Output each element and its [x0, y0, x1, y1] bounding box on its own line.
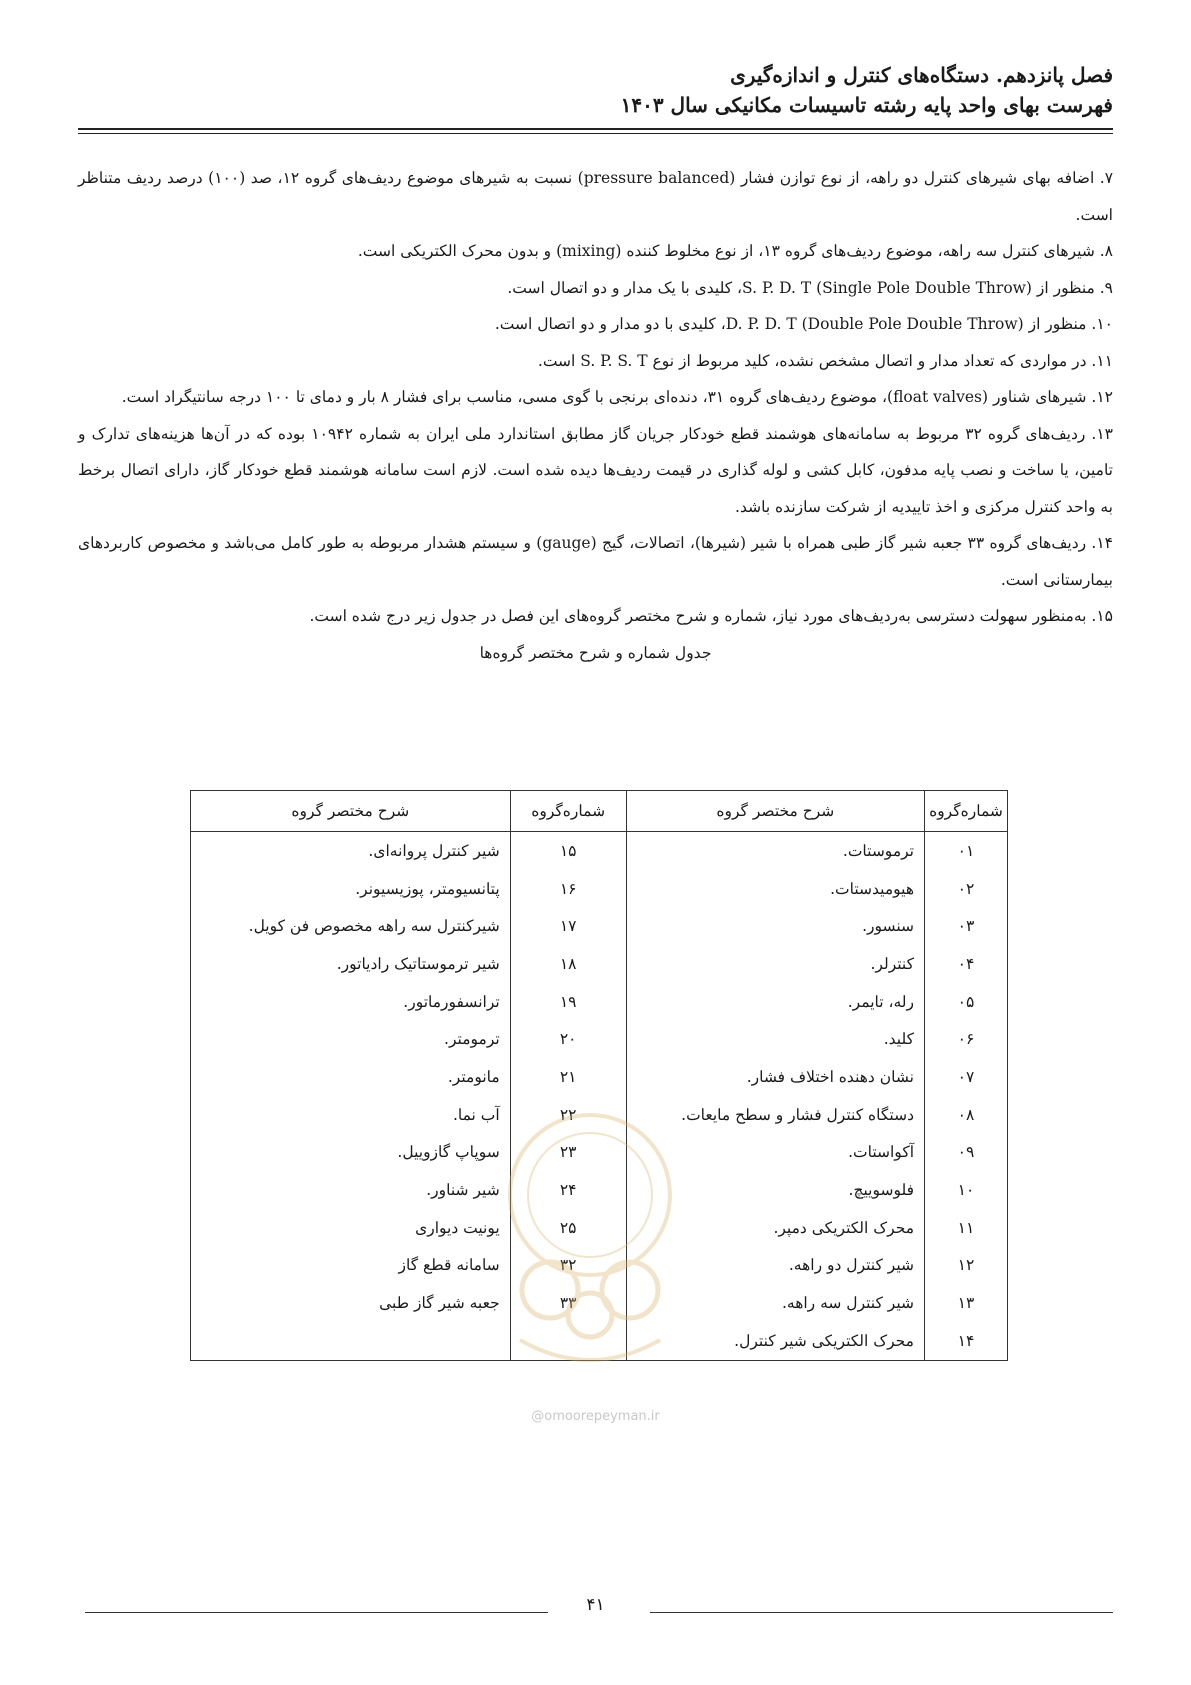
- group-number-cell: ۱۸: [510, 945, 626, 983]
- group-description-cell: شیر شناور.: [191, 1171, 511, 1209]
- group-description-cell: یونیت دیواری: [191, 1209, 511, 1247]
- group-description-cell: ترمومتر.: [191, 1020, 511, 1058]
- header-group-number-right: شماره‌گروه: [925, 791, 1008, 832]
- note-7: ۷. اضافه بهای شیرهای کنترل دو راهه، از نوع توازن فشار (pressure balanced) نسبت به شیرهای موضوع ردیف‌های گروه ۱۲، صد (۱۰۰) درصد ردیف متناظر است.: [78, 169, 1114, 224]
- group-description-cell: ترانسفورماتور.: [191, 983, 511, 1021]
- group-description-cell: دستگاه کنترل فشار و سطح مایعات.: [626, 1096, 924, 1134]
- group-number-cell: ۳۲: [510, 1247, 626, 1285]
- group-number-cell: ۲۴: [510, 1171, 626, 1209]
- group-number-cell: ۱۱: [925, 1209, 1008, 1247]
- table-header-row: [191, 791, 1008, 832]
- footer-rule-right: [650, 1612, 1113, 1613]
- group-number-cell: ۰۵: [925, 983, 1008, 1021]
- watermark-site: @omoorepeyman.ir: [531, 1409, 660, 1424]
- group-description-cell: فلوسوییچ.: [626, 1171, 924, 1209]
- group-description-cell: سامانه قطع گاز: [191, 1247, 511, 1285]
- notes-section: [78, 160, 1113, 671]
- book-title: فهرست بهای واحد پایه رشته تاسیسات مکانیکی سال ۱۴۰۳: [620, 93, 1113, 117]
- group-description-cell: شیر کنترل پروانه‌ای.: [191, 832, 511, 870]
- group-number-cell: ۲۵: [510, 1209, 626, 1247]
- note-9: ۹. منظور از S. P. D. T (Single Pole Double Throw)، کلیدی با یک مدار و دو اتصال است.: [507, 278, 1113, 297]
- table-caption: جدول شماره و شرح مختصر گروه‌ها: [479, 643, 712, 662]
- group-description-cell: مانومتر.: [191, 1058, 511, 1096]
- group-description-cell: سنسور.: [626, 907, 924, 945]
- group-number-cell: ۰۸: [925, 1096, 1008, 1134]
- group-number-cell: ۰۶: [925, 1020, 1008, 1058]
- table-row: [191, 907, 1008, 945]
- header-description-right: شرح مختصر گروه: [626, 791, 924, 832]
- publisher-seal-watermark: [490, 1100, 690, 1380]
- group-description-cell: [191, 1322, 511, 1360]
- group-number-cell: ۰۹: [925, 1134, 1008, 1172]
- group-number-cell: ۱۰: [925, 1171, 1008, 1209]
- header-group-number-left: شماره‌گروه: [510, 791, 626, 832]
- group-description-cell: شیرکنترل سه راهه مخصوص فن کویل.: [191, 907, 511, 945]
- group-number-cell: ۲۰: [510, 1020, 626, 1058]
- group-description-cell: شیر کنترل دو راهه.: [626, 1247, 924, 1285]
- note-11: ۱۱. در مواردی که تعداد مدار و اتصال مشخص نشده، کلید مربوط از نوع S. P. S. T است.: [537, 351, 1113, 370]
- header-description-left: شرح مختصر گروه: [191, 791, 511, 832]
- page-header: [78, 60, 1113, 120]
- page-number: ۴۱: [586, 1595, 605, 1615]
- group-number-cell: ۱۴: [925, 1322, 1008, 1360]
- group-description-cell: رله، تایمر.: [626, 983, 924, 1021]
- group-description-cell: کلید.: [626, 1020, 924, 1058]
- note-14: ۱۴. ردیف‌های گروه ۳۳ جعبه شیر گاز طبی همراه با شیر (شیرها)، اتصالات، گیج (gauge) و سیستم هشدار مربوطه به طور کامل می‌باشد و مخصوص کاربردهای بیمارستانی است.: [78, 534, 1113, 589]
- group-number-cell: ۰۷: [925, 1058, 1008, 1096]
- note-13: ۱۳. ردیف‌های گروه ۳۲ مربوط به سامانه‌های هوشمند قطع خودکار جریان گاز مطابق استاندارد ملی ایران به شماره ۱۰۹۴۲ بوده که در آن‌ها هزینه‌های تدارک و تامین، یا ساخت و نصب پایه مدفون، کابل کشی و لوله گذاری در قیمت ردیف‌ها دیده شده است. لازم است سامانه هوشمند قطع خودکار گاز، دارای اتصال برخط به واحد کنترل مرکزی و اخذ تاییدیه از شرکت سازنده باشد.: [78, 424, 1113, 516]
- group-number-cell: ۰۱: [925, 832, 1008, 870]
- group-description-cell: ترموستات.: [626, 832, 924, 870]
- group-description-cell: جعبه شیر گاز طبی: [191, 1284, 511, 1322]
- group-number-cell: ۰۳: [925, 907, 1008, 945]
- header-rule-thick: [78, 128, 1113, 130]
- group-description-cell: آکواستات.: [626, 1134, 924, 1172]
- note-12: ۱۲. شیرهای شناور (float valves)، موضوع ردیف‌های گروه ۳۱، دنده‌ای برنجی با گوی مسی، مناسب برای فشار ۸ بار و دمای تا ۱۰۰ درجه سانتیگراد است.: [121, 388, 1113, 406]
- note-10: ۱۰. منظور از D. P. D. T (Double Pole Double Throw)، کلیدی با دو مدار و دو اتصال است.: [494, 315, 1113, 333]
- note-15: ۱۵. به‌منظور سهولت دسترسی به‌ردیف‌های مورد نیاز، شماره و شرح مختصر گروه‌های این فصل در جدول زیر درج شده است.: [309, 607, 1113, 625]
- group-number-cell: ۱۶: [510, 870, 626, 908]
- group-description-cell: کنترلر.: [626, 945, 924, 983]
- group-number-cell: ۱۹: [510, 983, 626, 1021]
- group-number-cell: ۱۲: [925, 1247, 1008, 1285]
- group-description-cell: شیر کنترل سه راهه.: [626, 1284, 924, 1322]
- table-row: [191, 945, 1008, 983]
- group-description-cell: سوپاپ گازوییل.: [191, 1134, 511, 1172]
- group-description-cell: هیومیدستات.: [626, 870, 924, 908]
- table-row: [191, 1020, 1008, 1058]
- group-number-cell: ۲۳: [510, 1134, 626, 1172]
- table-row: [191, 870, 1008, 908]
- table-row: [191, 1058, 1008, 1096]
- table-row: [191, 832, 1008, 870]
- group-number-cell: ۲۱: [510, 1058, 626, 1096]
- group-description-cell: محرک الکتریکی شیر کنترل.: [626, 1322, 924, 1360]
- group-number-cell: ۱۵: [510, 832, 626, 870]
- note-8: ۸. شیرهای کنترل سه راهه، موضوع ردیف‌های گروه ۱۳، از نوع مخلوط کننده (mixing) و بدون محرک الکتریکی است.: [357, 242, 1113, 260]
- group-description-cell: نشان دهنده اختلاف فشار.: [626, 1058, 924, 1096]
- group-description-cell: شیر ترموستاتیک رادیاتور.: [191, 945, 511, 983]
- table-row: [191, 983, 1008, 1021]
- group-number-cell: ۲۲: [510, 1096, 626, 1134]
- group-number-cell: ۰۲: [925, 870, 1008, 908]
- chapter-title: فصل پانزدهم. دستگاه‌های کنترل و اندازه‌گیری: [730, 63, 1113, 87]
- group-number-cell: ۰۴: [925, 945, 1008, 983]
- group-number-cell: ۱۳: [925, 1284, 1008, 1322]
- header-rule-thin: [78, 133, 1113, 134]
- group-description-cell: محرک الکتریکی دمپر.: [626, 1209, 924, 1247]
- group-description-cell: آب نما.: [191, 1096, 511, 1134]
- group-number-cell: ۱۷: [510, 907, 626, 945]
- group-number-cell: ۳۳: [510, 1284, 626, 1322]
- group-description-cell: پتانسیومتر، پوزیسیونر.: [191, 870, 511, 908]
